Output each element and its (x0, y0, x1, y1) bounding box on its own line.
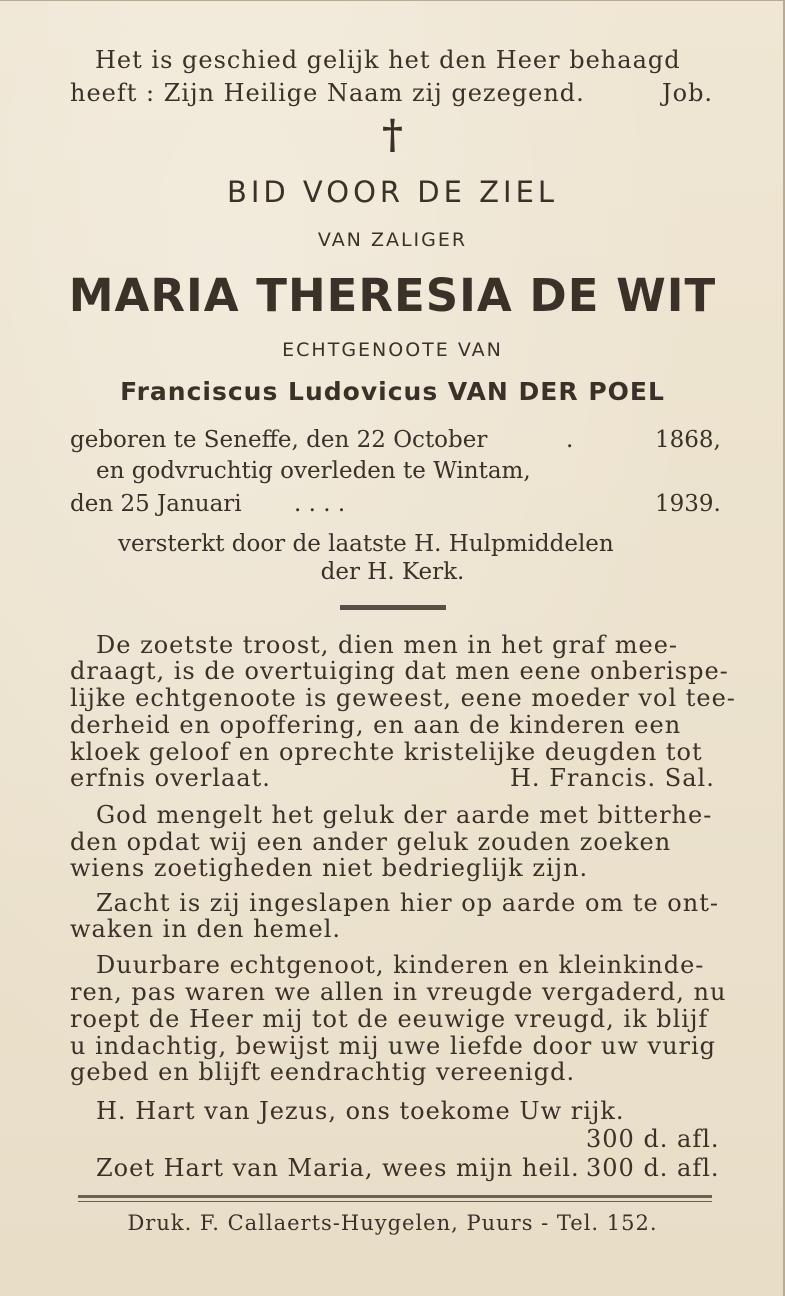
p4-line-5: gebed en blijft eendrachtig vereenigd. (70, 1058, 576, 1086)
sacraments-line-1: versterkt door de laatste H. Hulpmiddelen (118, 531, 614, 557)
died-year: 1939. (655, 491, 721, 517)
p1-line-2: draagt, is de overtuiging dat men eene onberispe- (70, 657, 729, 685)
prayer-2: Zoet Hart van Maria, wees mijn heil. (96, 1154, 580, 1182)
footer-rule-thin (78, 1201, 712, 1202)
p2-line-1: God mengelt het geluk der aarde met bitterhe- (96, 801, 713, 829)
separator (340, 605, 446, 610)
p4-line-2: ren, pas waren we allen in vreugde vergaderd, nu (70, 978, 727, 1006)
born-dot: . (566, 427, 574, 453)
quote-line-1: Het is geschied gelijk het den Heer behaagd (95, 46, 681, 74)
prayer-1: H. Hart van Jezus, ons toekome Uw rijk. (96, 1097, 625, 1125)
p2-line-3: wiens zoetigheden niet bedrieglijk zijn. (70, 854, 589, 882)
quote-line-2: heeft : Zijn Heilige Naam zij gezegend. (70, 79, 585, 107)
p4-line-1: Duurbare echtgenoot, kinderen en kleinkinde- (96, 951, 705, 979)
spouse-intro: ECHTGENOOTE VAN (282, 339, 503, 361)
p1-line-3: lijke echtgenoote is geweest, eene moeder vol tee- (70, 684, 736, 712)
deceased-name: MARIA THERESIA DE WIT (68, 269, 717, 322)
prayer-2-indulgence: 300 d. afl. (586, 1154, 720, 1182)
p1-line-1: De zoetste troost, dien men in het graf mee- (96, 631, 679, 659)
born-text: geboren te Seneffe, den 22 October (70, 427, 488, 453)
p3-line-2: waken in den hemel. (70, 915, 342, 943)
p2-line-2: den opdat wij een ander geluk zouden zoeken (70, 828, 672, 856)
subheading: VAN ZALIGER (317, 229, 468, 251)
p4-line-4: u indachtig, bewijst mij uwe liefde door uw vurig (70, 1032, 717, 1060)
died-date: den 25 Januari (70, 491, 242, 517)
footer-rule (78, 1195, 712, 1198)
p1-line-4: derheid en opoffering, en aan de kinderen een (70, 711, 682, 739)
quote-source: Job. (662, 79, 714, 107)
cross-icon: † (382, 111, 403, 158)
spouse-name: Franciscus Ludovicus VAN DER POEL (120, 377, 665, 406)
prayer-1-indulgence: 300 d. afl. (586, 1125, 720, 1153)
born-year: 1868, (655, 427, 721, 453)
sacraments-line-2: der H. Kerk. (320, 559, 465, 585)
p1-source: H. Francis. Sal. (510, 764, 715, 792)
died-text: en godvruchtig overleden te Wintam, (96, 458, 531, 484)
printer-line: Druk. F. Callaerts-Huygelen, Puurs - Tel. 152. (127, 1211, 658, 1235)
p4-line-3: roept de Heer mij tot de eeuwige vreugd, ik blijf (70, 1005, 709, 1033)
died-dots: . . . . (294, 491, 346, 517)
heading: BID VOOR DE ZIEL (226, 175, 559, 209)
p3-line-1: Zacht is zij ingeslapen hier op aarde om te ont- (96, 889, 719, 917)
p1-last-line: erfnis overlaat. (70, 764, 271, 792)
p1-line-5: kloek geloof en oprechte kristelijke deugden tot (70, 738, 703, 766)
